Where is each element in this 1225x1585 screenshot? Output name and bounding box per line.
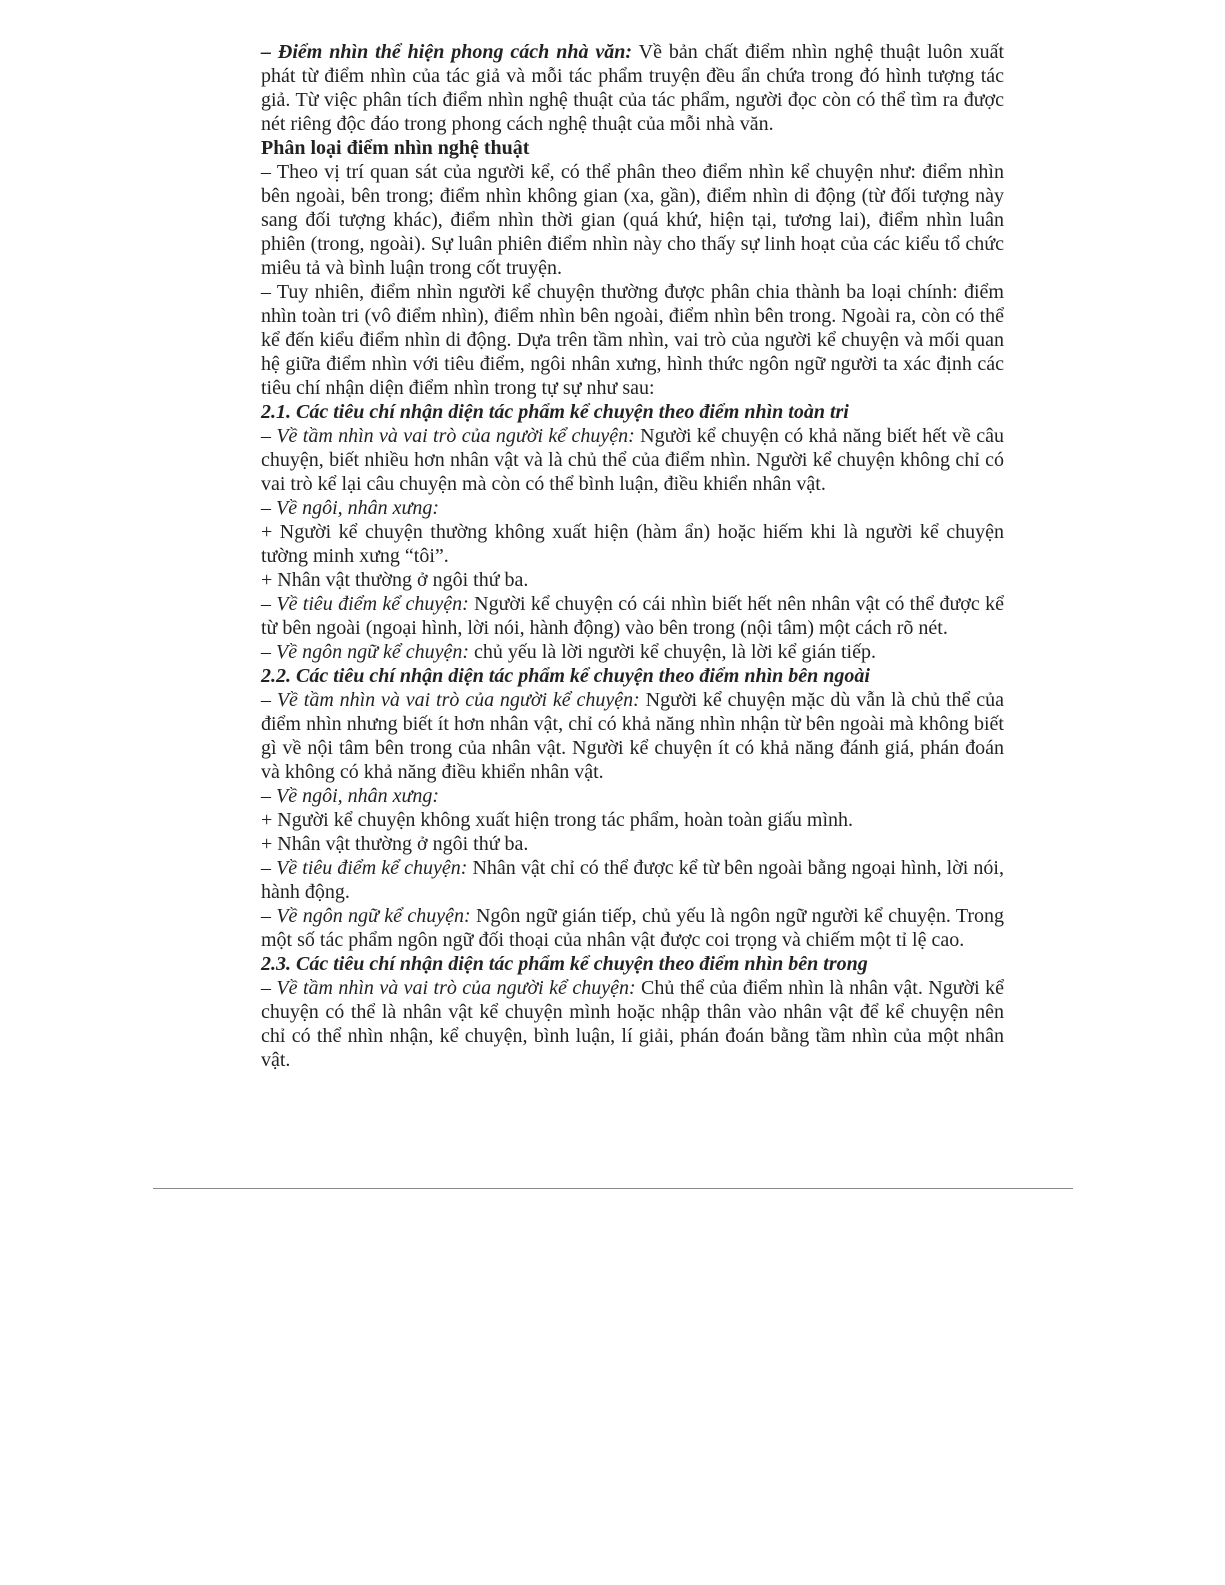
paragraph-text: Ngôn ngữ gián tiếp, chủ yếu là ngôn ngữ người kể chuyện. Trong một số tác phẩm ngôn ngữ đối thoại của nhân vật được coi trọng và chiếm một tỉ lệ cao. <box>261 905 1005 951</box>
paragraph-2-2-language <box>261 904 1004 952</box>
paragraph-lead: – Về tiêu điểm kể chuyện: <box>261 857 468 879</box>
paragraph-text: Người kể chuyện mặc dù vẫn là chủ thể của điểm nhìn nhưng biết ít hơn nhân vật, chỉ có khả năng nhìn nhận từ bên ngoài mà không biết gì về nội tâm bên trong của nhân vật. Người kể chuyện ít có khả năng đánh giá, phán đoán và không có khả năng điều khiển nhân vật. <box>261 689 1004 783</box>
paragraph-text: chủ yếu là lời người kể chuyện, là lời kể gián tiếp. <box>469 641 876 663</box>
paragraph-2-1-language <box>261 640 1004 664</box>
paragraph-2-2-person-a: + Người kể chuyện không xuất hiện trong tác phẩm, hoàn toàn giấu mình. <box>261 809 854 831</box>
paragraph-2-1-focus <box>261 592 1004 640</box>
heading-2-3: 2.3. Các tiêu chí nhận diện tác phẩm kể chuyện theo điểm nhìn bên trong <box>261 953 868 975</box>
paragraph-2-1-person-a: + Người kể chuyện thường không xuất hiện (hàm ẩn) hoặc hiếm khi là người kể chuyện tường minh xưng “tôi”. <box>261 521 1004 567</box>
paragraph-lead: – Điểm nhìn thể hiện phong cách nhà văn: <box>261 41 633 63</box>
paragraph-2-2-vision <box>261 688 1004 784</box>
heading-2-2: 2.2. Các tiêu chí nhận diện tác phẩm kể chuyện theo điểm nhìn bên ngoài <box>261 665 870 687</box>
document-body <box>261 40 1004 1072</box>
paragraph-lead: – Về ngôn ngữ kể chuyện: <box>261 641 470 663</box>
paragraph-observation-position: – Theo vị trí quan sát của người kể, có thể phân theo điểm nhìn kể chuyện như: điểm nhìn bên ngoài, bên trong; điểm nhìn không gian (xa, gần), điểm nhìn di động (từ đối tượng này sang đối tượng khác), điểm nhìn thời gian (quá khứ, hiện tại, tương lai), điểm nhìn luân phiên (trong, ngoài). Sự luân phiên điểm nhìn này cho thấy sự linh hoạt của các kiểu tổ chức miêu tả và bình luận trong cốt truyện. <box>261 161 1004 279</box>
paragraph-2-3-vision <box>261 976 1004 1072</box>
heading-2-1: 2.1. Các tiêu chí nhận diện tác phẩm kể chuyện theo điểm nhìn toàn tri <box>261 401 849 423</box>
paragraph-2-2-person-lead: – Về ngôi, nhân xưng: <box>261 785 440 807</box>
paragraph-author-style <box>261 40 1004 136</box>
paragraph-text: Chủ thể của điểm nhìn là nhân vật. Người kể chuyện có thể là nhân vật kể chuyện mình hoặc nhập thân vào nhân vật để kể chuyện nên chỉ có thể nhìn nhận, kể chuyện, bình luận, lí giải, phán đoán bằng tầm nhìn của một nhân vật. <box>261 977 1004 1071</box>
paragraph-text: Về bản chất điểm nhìn nghệ thuật luôn xuất phát từ điểm nhìn của tác giả và mỗi tác phẩm truyện đều ẩn chứa trong đó hình tượng tác giả. Từ việc phân tích điểm nhìn nghệ thuật của tác phẩm, người đọc còn có thể tìm ra được nét riêng độc đáo trong phong cách nghệ thuật của mỗi nhà văn. <box>261 41 1005 135</box>
heading-classification: Phân loại điểm nhìn nghệ thuật <box>261 137 530 159</box>
paragraph-lead: – Về tiêu điểm kể chuyện: <box>261 593 469 615</box>
footer-divider <box>153 1188 1073 1189</box>
paragraph-2-1-person-b: + Nhân vật thường ở ngôi thứ ba. <box>261 569 529 591</box>
paragraph-lead: – Về ngôn ngữ kể chuyện: <box>261 905 471 927</box>
paragraph-2-1-person-lead: – Về ngôi, nhân xưng: <box>261 497 440 519</box>
paragraph-text: Nhân vật chỉ có thể được kể từ bên ngoài bằng ngoại hình, lời nói, hành động. <box>261 857 1004 903</box>
paragraph-text: Người kể chuyện có khả năng biết hết về câu chuyện, biết nhiều hơn nhân vật và là chủ thể của điểm nhìn. Người kể chuyện không chỉ có vai trò kể lại câu chuyện mà còn có thể bình luận, điều khiển nhân vật. <box>261 425 1004 495</box>
paragraph-lead: – Về tầm nhìn và vai trò của người kể chuyện: <box>261 977 636 999</box>
paragraph-three-types: – Tuy nhiên, điểm nhìn người kể chuyện thường được phân chia thành ba loại chính: điểm nhìn toàn tri (vô điểm nhìn), điểm nhìn bên ngoài, điểm nhìn bên trong. Ngoài ra, còn có thể kể đến kiểu điểm nhìn di động. Dựa trên tầm nhìn, vai trò của người kể chuyện và mối quan hệ giữa điểm nhìn với tiêu điểm, ngôi nhân xưng, hình thức ngôn ngữ người ta xác định các tiêu chí nhận diện điểm nhìn trong tự sự như sau: <box>261 281 1004 399</box>
paragraph-text: Người kể chuyện có cái nhìn biết hết nên nhân vật có thể được kể từ bên ngoài (ngoại hình, lời nói, hành động) vào bên trong (nội tâm) một cách rõ nét. <box>261 593 1004 639</box>
paragraph-2-2-person-b: + Nhân vật thường ở ngôi thứ ba. <box>261 833 529 855</box>
paragraph-lead: – Về tầm nhìn và vai trò của người kể chuyện: <box>261 425 635 447</box>
paragraph-2-2-focus <box>261 856 1004 904</box>
paragraph-2-1-vision <box>261 424 1004 496</box>
paragraph-lead: – Về tầm nhìn và vai trò của người kể chuyện: <box>261 689 640 711</box>
